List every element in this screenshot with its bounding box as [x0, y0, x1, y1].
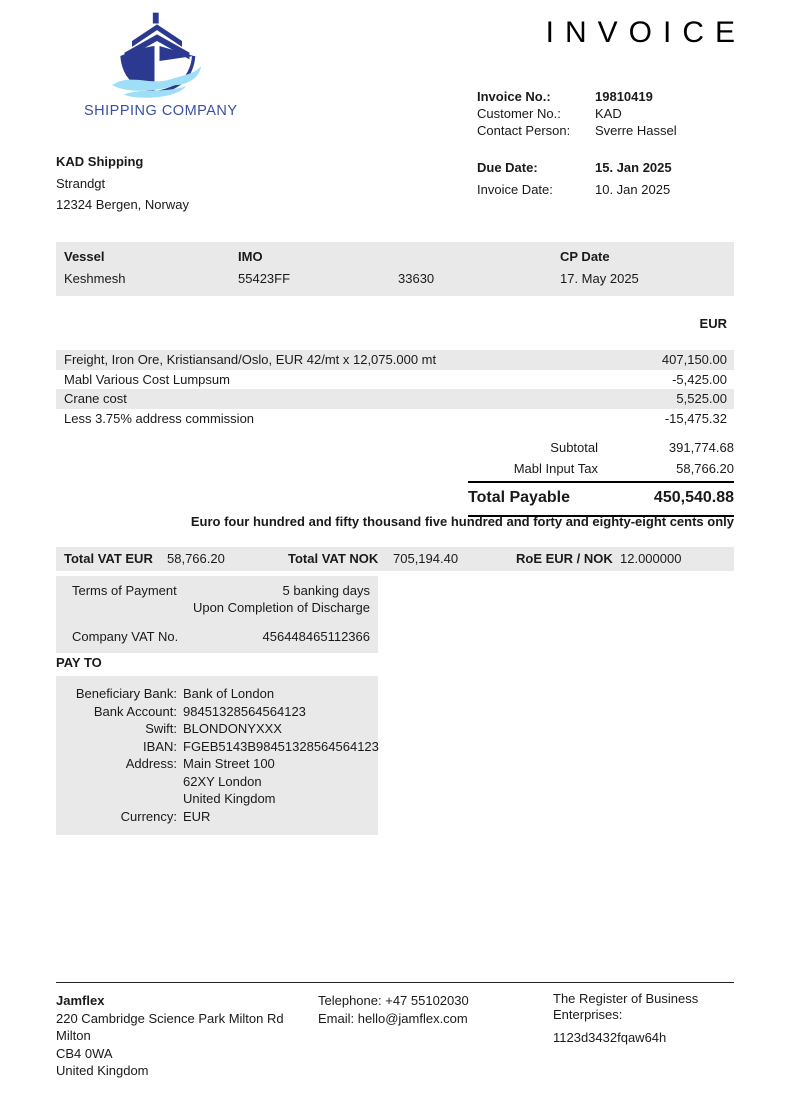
address-value-3: United Kingdom: [183, 791, 276, 806]
table-row: [56, 370, 734, 390]
footer-company-block: [56, 992, 311, 1080]
address-value-2: 62XY London: [183, 773, 262, 789]
bill-to-block: [56, 151, 189, 216]
terms-row: [72, 582, 370, 599]
footer-address-line: United Kingdom: [56, 1063, 149, 1078]
address-label-blank: [56, 790, 177, 808]
invoice-number-label: Invoice No.:: [477, 89, 551, 104]
footer-address-line: Milton: [56, 1028, 91, 1043]
dates-block: [477, 157, 672, 201]
terms-label: Terms of Payment: [72, 583, 177, 598]
footer-address-line: 220 Cambridge Science Park Milton Rd: [56, 1010, 284, 1026]
total-vat-nok-label: Total VAT NOK: [288, 551, 379, 566]
item-amount: 5,525.00: [676, 391, 727, 407]
customer-number-label: Customer No.:: [477, 106, 561, 121]
company-vat-value: 456448465112366: [262, 629, 370, 644]
total-payable-row: [468, 483, 734, 513]
company-logo: [84, 10, 238, 119]
total-payable-value: 450,540.88: [653, 489, 734, 506]
bank-row: [56, 703, 378, 721]
imo-value: 55423FF: [238, 271, 291, 286]
bank-account-label: Bank Account:: [93, 703, 177, 719]
pay-to-heading: PAY TO: [56, 655, 102, 670]
vessel-table: [56, 242, 734, 296]
line-items-table: [56, 350, 734, 428]
bill-to-city: 12324 Bergen, Norway: [56, 197, 189, 212]
vessel-name: Keshmesh: [64, 271, 126, 286]
invoice-date-row: [477, 179, 672, 201]
invoice-meta: [477, 88, 677, 139]
swift-value: BLONDONYXXX: [183, 721, 282, 736]
contact-person-label: Contact Person:: [477, 123, 571, 138]
tax-row: [468, 458, 734, 479]
beneficiary-bank-label: Beneficiary Bank:: [75, 686, 177, 701]
contact-person-row: [477, 122, 677, 139]
footer-company-name: Jamflex: [56, 993, 105, 1008]
footer-register-value: 1123d3432fqaw64h: [553, 1030, 667, 1045]
vat-summary-bar: [56, 547, 734, 571]
beneficiary-bank-value: Bank of London: [183, 686, 275, 701]
bank-row: [56, 808, 378, 826]
invoice-number-value: 19810419: [595, 89, 653, 104]
ship-icon: [107, 10, 207, 102]
terms-value-1: 5 banking days: [282, 583, 370, 598]
bank-row: [56, 790, 378, 808]
bank-row: [56, 685, 378, 703]
customer-number-row: [477, 105, 677, 122]
vessel-extra-value: 33630: [398, 271, 435, 286]
currency-label: Currency:: [120, 808, 177, 824]
subtotal-value: 391,774.68: [668, 440, 734, 455]
table-row: [56, 409, 734, 429]
due-date-row: [477, 157, 672, 179]
invoice-number-row: [477, 88, 677, 105]
invoice-date-value: 10. Jan 2025: [595, 182, 671, 197]
tax-value: 58,766.20: [676, 461, 734, 476]
item-amount: -15,475.32: [664, 410, 727, 426]
subtotal-label: Subtotal: [550, 440, 598, 455]
due-date-value: 15. Jan 2025: [595, 160, 672, 175]
contact-person-value: Sverre Hassel: [595, 123, 677, 138]
bank-row: [56, 773, 378, 791]
item-description: Less 3.75% address commission: [64, 410, 255, 426]
terms-spacer: [72, 616, 370, 628]
tax-label: Mabl Input Tax: [513, 461, 598, 476]
footer-divider: [56, 982, 734, 983]
roe-value: 12.000000: [620, 551, 682, 566]
vessel-header: Vessel: [64, 249, 105, 264]
company-vat-label: Company VAT No.: [72, 629, 179, 644]
address-value-1: Main Street 100: [183, 756, 275, 771]
footer-telephone: Telephone: +47 55102030: [318, 993, 469, 1008]
footer-contact-block: [318, 992, 469, 1027]
bank-row: [56, 755, 378, 773]
bill-to-name: KAD Shipping: [56, 154, 144, 169]
customer-number-value: KAD: [595, 106, 622, 121]
total-vat-eur-value: 58,766.20: [167, 551, 225, 566]
footer-register-block: [553, 991, 718, 1046]
imo-header: IMO: [238, 249, 263, 264]
total-vat-eur-label: Total VAT EUR: [64, 551, 153, 566]
subtotal-row: [468, 437, 734, 458]
footer-address-line: CB4 0WA: [56, 1045, 113, 1061]
footer-register-label: The Register of Business Enterprises:: [553, 991, 699, 1022]
table-row: [56, 389, 734, 409]
bill-to-street: Strandgt: [56, 175, 106, 191]
address-label-blank: [56, 773, 177, 791]
table-row: [56, 350, 734, 370]
footer-email: Email: hello@jamflex.com: [318, 1010, 468, 1026]
due-date-label: Due Date:: [477, 160, 538, 175]
item-description: Crane cost: [64, 391, 127, 407]
iban-value: FGEB5143B98451328564564123: [183, 738, 379, 754]
cp-date-value: 17. May 2025: [560, 271, 639, 286]
bank-row: [56, 738, 378, 756]
total-payable-label: Total Payable: [468, 489, 570, 506]
total-vat-nok-value: 705,194.40: [393, 551, 459, 566]
company-vat-row: [72, 628, 370, 645]
totals-block: [468, 437, 734, 517]
currency-column-header: EUR: [699, 316, 727, 331]
bank-row: [56, 720, 378, 738]
item-description: Mabl Various Cost Lumpsum: [64, 371, 230, 387]
swift-label: Swift:: [145, 721, 177, 736]
bank-account-value: 98451328564564123: [183, 703, 306, 719]
item-description: Freight, Iron Ore, Kristiansand/Oslo, EUR 42/mt x 12,075.000 mt: [64, 352, 437, 368]
item-amount: -5,425.00: [672, 371, 727, 387]
currency-value: EUR: [183, 808, 211, 824]
iban-label: IBAN:: [143, 738, 177, 754]
item-amount: 407,150.00: [661, 352, 727, 368]
terms-value-2: Upon Completion of Discharge: [192, 600, 370, 615]
terms-of-payment-box: [56, 576, 378, 653]
bank-details-box: [56, 676, 378, 835]
cp-date-header: CP Date: [560, 249, 610, 264]
invoice-date-label: Invoice Date:: [477, 182, 553, 197]
roe-label: RoE EUR / NOK: [516, 551, 613, 566]
address-label: Address:: [125, 756, 177, 771]
invoice-title: INVOICE: [545, 16, 746, 49]
company-logo-text: SHIPPING COMPANY: [84, 103, 238, 119]
amount-in-words: Euro four hundred and fifty thousand five hundred and forty and eighty-eight cents only: [190, 514, 734, 529]
